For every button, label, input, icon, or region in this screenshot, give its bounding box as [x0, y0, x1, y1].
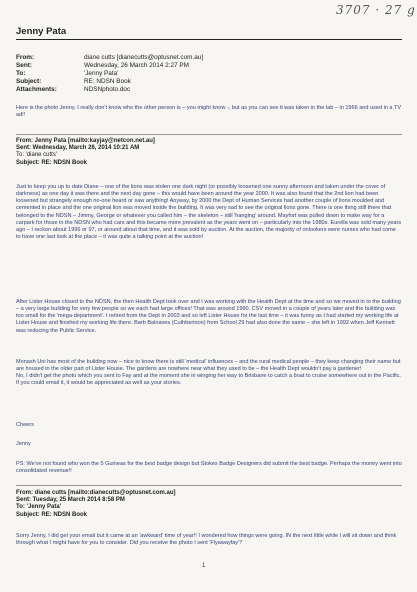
header3-subject: Subject: RE: NDSN Book	[16, 511, 88, 518]
signoff-cheers: Cheers	[16, 422, 34, 428]
header3-from: From: diane cutts [mailto:dianecutts@optusnet.com.au]	[16, 490, 176, 496]
from-value: diane cutts [dianecutts@optusnet.com.au]	[84, 54, 204, 61]
header2-from: From: Jenny Pata [mailto:kayjay@netcon.net.au]	[16, 138, 155, 144]
postscript: PS: We've not found who won the 5 Guineas for the best badge design but Stokes Badge Designers did submit the best badge. Perhaps the money went into consolidated revenue!!	[16, 461, 402, 475]
sent-label: Sent:	[16, 61, 32, 69]
header2-sent: Sent: Wednesday, March 26, 2014 10:21 AM	[16, 145, 140, 152]
header2-to: To: 'diane cutts'	[16, 152, 57, 159]
paragraph-3: Monash Uni has most of the building now – nice to know there is still 'medical' influences – and the rural medical people – they keep changing their name but are housed in the older part of Lister House. The gardens are nowhere near what they used to be – the Health Dept wouldn't pay a gardener! No, I didn't get the photo which you sent to Fay and at the moment she in winging her way to Brisbane to catch a boat to cruise somewhere out in the Pacific. If you could email it, it would be appreciated as well as your stories.	[16, 359, 401, 387]
from-label: From:	[16, 54, 35, 61]
header3-sent: Sent: Tuesday, 25 March 2014 8:58 PM	[16, 497, 125, 504]
email-header-1	[16, 54, 402, 94]
paragraph-2: After Lister House closed to the NDSN, the then Health Dept took over and I was working with the Health Dept at the time and so we moved in to the building – a very large building for very few people so we each had large offices! That was around 1990. CSV moved in a couple of years later and the building was too small for the 'mega-department'. I retired from the Dept in 2003 and so left Lister House for the last time – it was funny as I had started my working life at Lister House and finished my working life there. Barb Balnaves (Cuthbertson) from School 29 had also done the same – she left in 1992 when Jeff Kennett was reducing the Public Service.	[16, 299, 401, 334]
subject-label: Subject:	[16, 77, 42, 85]
email-header-2	[16, 138, 402, 167]
attachments-label: Attachments:	[16, 85, 57, 93]
email-header-3	[16, 490, 402, 519]
subject-value: RE: NDSN Book	[84, 77, 131, 85]
divider	[16, 134, 402, 135]
attachments-value: NDSNphoto.doc	[84, 85, 131, 93]
header2-subject: Subject: RE: NDSN Book	[16, 159, 88, 166]
page-number: 1	[202, 563, 206, 569]
header-rule	[16, 39, 402, 40]
divider	[16, 485, 402, 486]
handwritten-annotation: 3707 · 27 g	[336, 3, 416, 17]
paragraph-1: Just to keep you up to date Diane – one of the lions was stolen one dark night (or possibly loosened one sunny afternoon and taken under the cover of darkness) as one day it was there and the next day gone – this would have been around the year 2000. It was also found that the 2nd lion had been loosened but strangely enough no-one heard or saw anything! Anyway, by 2000 the Dept of Human Services had another couple of lions moulded and cemented in place and the one original lion was moved inside the building. It was very sad to see the original lions gone. There is one thing still there that belonged to the NDSN – Jimmy, George or whatever you called him – the skeleton – still 'hanging' around. Mayfort was pulled down to make way for a carpark for those in the NDSN who had cars and this became more prevalent as the years went on – particularly into the 1980s. Eurella was sold many years ago – I reckon about 1996 or 97, or around about that time, and it was sold by auction. At the auction, the majority of onlookers were nurses who had come to have one last look at the place – it was quite a talking point at the auction!	[16, 184, 402, 241]
contact-name: Jenny Pata	[16, 26, 67, 37]
to-label: To:	[16, 69, 26, 77]
to-value: 'Jenny Pata'	[84, 69, 119, 77]
reply-1-text: Here is the photo Jenny. I really don't know who the other person is – you might know -, but as you can see it was taken in the lab – in 1966 and used in a TV ad!!	[16, 105, 402, 119]
reply-3-text: Sorry Jenny, I did get your email but it came at an 'awkward' time of year!! I wondered how things were going. IN the next little while I will sit down and think through what I might have for you to consider. Did you receive the photo I sent 'Flyawayfay'?	[16, 533, 397, 547]
sent-value: Wednesday, 26 March 2014 2:27 PM	[84, 61, 189, 69]
signoff-name: Jenny	[16, 441, 31, 447]
header3-to: To: 'Jenny Pata'	[16, 504, 62, 511]
